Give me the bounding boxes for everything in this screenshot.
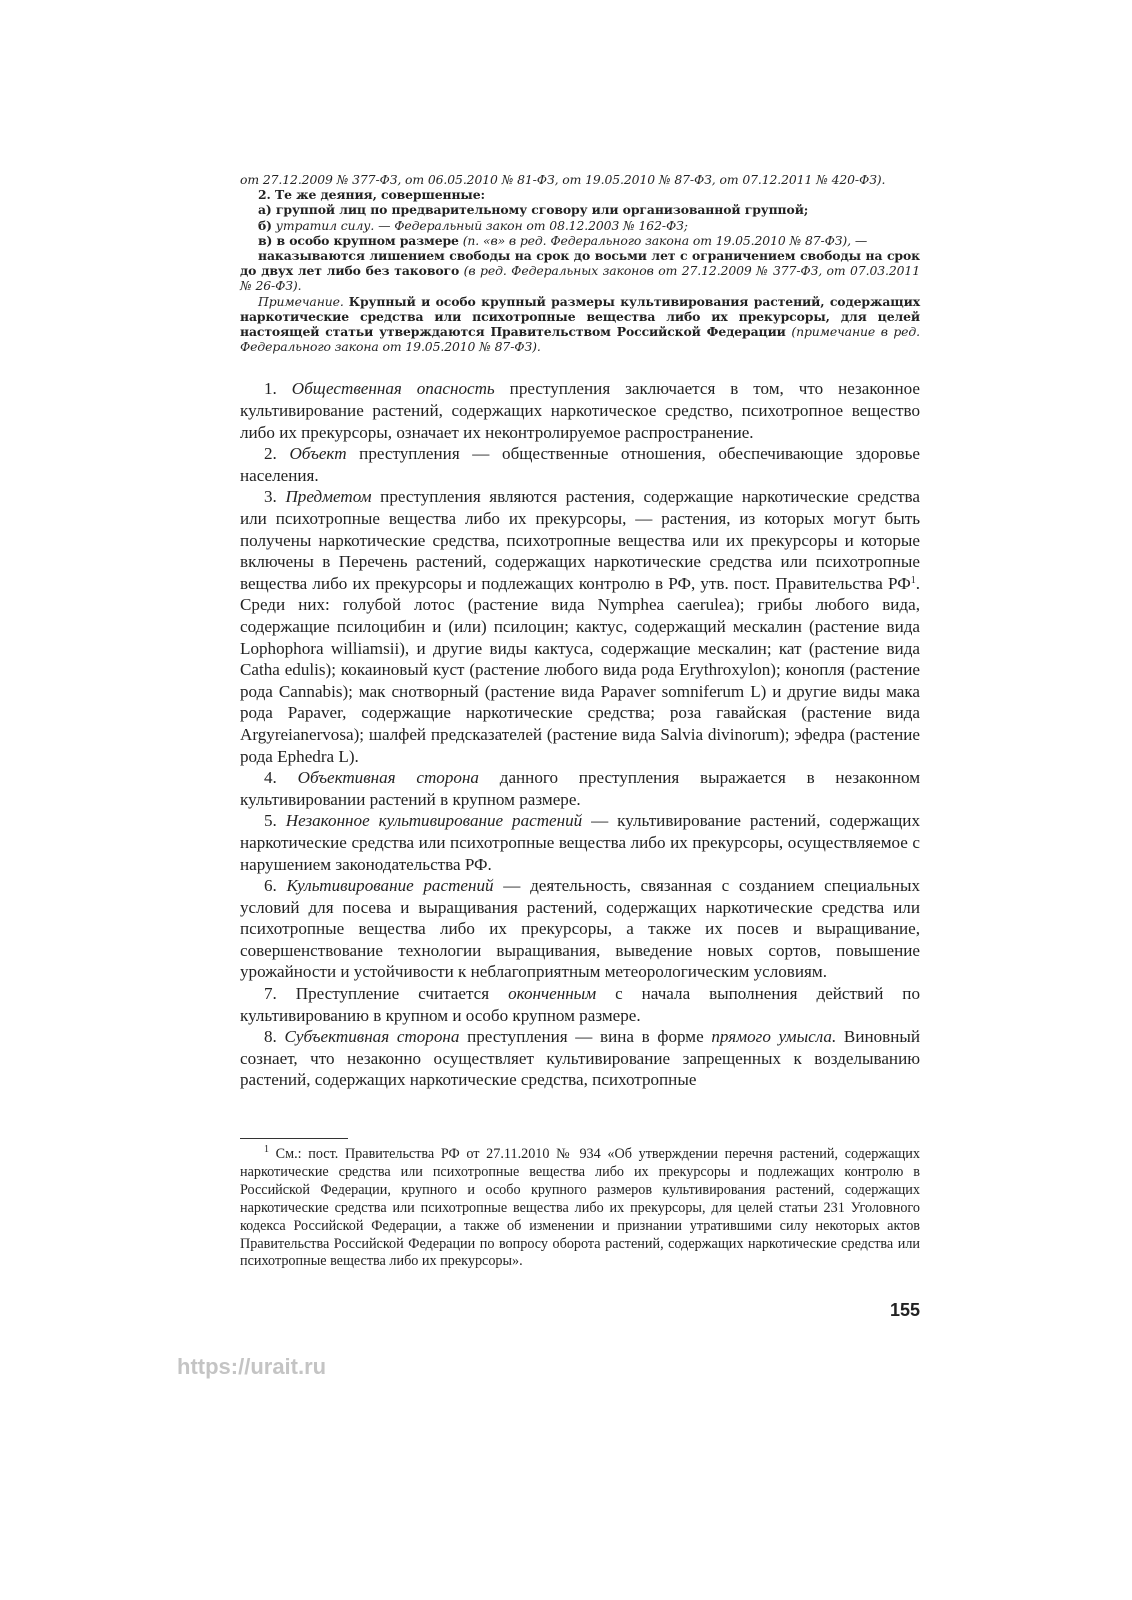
- law-text: [240, 172, 920, 354]
- page-body: [240, 172, 920, 1091]
- commentary-paragraph-4: 4. Объективная сторона данного преступления выражается в незаконном культивировании растений в крупном размере.: [240, 768, 921, 809]
- item-b: б) утратил силу. — Федеральный закон от 08.12.2003 № 162-ФЗ;: [258, 217, 688, 233]
- part-2-heading: 2. Те же деяния, совершенные:: [258, 187, 485, 203]
- footnote: [240, 1146, 920, 1271]
- commentary-paragraph-7: 7. Преступление считается оконченным с начала выполнения действий по культивированию в крупном и особо крупном размере.: [240, 984, 920, 1025]
- footnote-divider: [240, 1138, 348, 1139]
- commentary-paragraph-1: 1. Общественная опасность преступления заключается в том, что незаконное культивирование растений, содержащих наркотическое средство, психотропное вещество либо их прекурсоры, означает их неконтролируемое распространение.: [240, 379, 921, 442]
- watermark-url[interactable]: https://urait.ru: [177, 1354, 327, 1379]
- penalty: наказываются лишением свободы на срок до восьми лет с ограничением свободы на срок до двух лет либо без такового (в ред. Федеральных законов от 27.12.2009 № 377-ФЗ, от 07.03.2011 № 26-ФЗ).: [240, 248, 921, 294]
- commentary-paragraph-8: 8. Субъективная сторона преступления — вина в форме прямого умысла. Виновный сознает, что незаконно осуществляет культивирование запрещенных к возделыванию растений, содержащих наркотические средства, психотропные: [240, 1027, 921, 1090]
- commentary: [240, 378, 920, 1091]
- commentary-paragraph-2: 2. Объект преступления — общественные отношения, обеспечивающие здоровье населения.: [240, 444, 920, 485]
- commentary-paragraph-5: 5. Незаконное культивирование растений — культивирование растений, содержащих наркотические средства или психотропные вещества либо их прекурсоры, осуществляемое с нарушением законодательства РФ.: [240, 811, 920, 874]
- law-intro: от 27.12.2009 № 377-ФЗ, от 06.05.2010 № 81-ФЗ, от 19.05.2010 № 87-ФЗ, от 07.12.2011 № 420-ФЗ).: [240, 172, 886, 187]
- commentary-paragraph-3: 3. Предметом преступления являются растения, содержащие наркотические средства или психотропные вещества либо их прекурсоры, — растения, из которых могут быть получены наркотические средства, психотропные вещества или их прекурсоры и которые включены в Перечень растений, содержащих наркотические средства или психотропные вещества либо их прекурсоры и подлежащих контролю в РФ, утв. пост. Правительства $РФ^1$. Среди них: голубой лотос (растение вида Nymphea caerulea); грибы любого вида, содержащие псилоцибин и (или) псилоцин; кактус, содержащий мескалин (растение вида Lophophora williamsii), и другие виды кактуса, содержащие мескалин; кат (растение вида Catha edulis); кокаиновый куст (растение любого вида рода Erythroxylon); конопля (растение рода Cannabis); мак снотворный (растение вида Papaver somniferum L) и другие виды мака рода Papaver, содержащие наркотические средства; роза гавайская (растение вида Argyreianervosa); шалфей предсказателей (растение вида Salvia divinorum); эфедра (растение рода Ephedra L).: [240, 487, 920, 766]
- footnote-text: $^1$ См.: пост. Правительства РФ от 27.11.2010 № 934 «Об утверждении перечня растений, содержащих наркотические средства или психотропные вещества либо их прекурсоры и подлежащих контролю в Российской Федерации, крупного и особо крупного размеров культивирования растений, содержащих наркотические средства или психотропные вещества либо их прекурсоры, для целей статьи 231 Уголовного кодекса Российской Федерации, а также об изменении и признании утратившими силу некоторых актов Правительства Российской Федерации по вопросу оборота растений, содержащих наркотические средства или психотропные вещества либо их прекурсоры».: [240, 1144, 920, 1270]
- law-note: Примечание. Крупный и особо крупный размеры культивирования растений, содержащих наркотические средства или психотропные вещества либо их прекурсоры, для целей настоящей статьи утверждаются Правительством Российской Федерации (примечание в ред. Федерального закона от 19.05.2010 № 87-ФЗ).: [240, 293, 921, 355]
- commentary-paragraph-6: 6. Культивирование растений — деятельность, связанная с созданием специальных условий для посева и выращивания растений, содержащих наркотические средства или психотропные вещества либо их прекурсоры, а также их посев и выращивание, совершенствование технологии выращивания, выведение новых сортов, повышение урожайности и устойчивости к неблагоприятным метеорологическим условиям.: [240, 876, 920, 982]
- item-v: в) в особо крупном размере (п. «в» в ред. Федерального закона от 19.05.2010 № 87-ФЗ), —: [258, 232, 868, 248]
- page-number: 155: [889, 1300, 920, 1320]
- item-a: а) группой лиц по предварительному сговору или организованной группой;: [258, 202, 809, 218]
- footnote-ref[interactable]: 1: [910, 574, 916, 586]
